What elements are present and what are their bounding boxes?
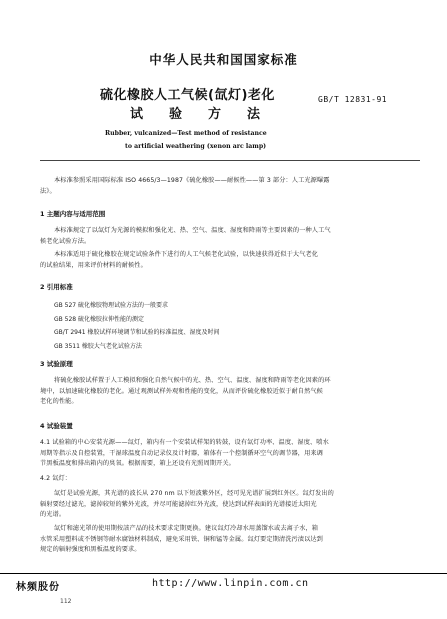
- section4-2-paragraph2: [40, 524, 323, 556]
- text-line: 本标准参照采用国际标准 ISO 4665/3—1987《硫化橡胶——耐候性——第 3 部分：人工光源曝露: [54, 177, 330, 184]
- text-line: 候老化试验方法。: [40, 237, 91, 245]
- header-divider: [40, 160, 420, 161]
- reference-item: GB 3511 橡胶大气老化试验方法: [54, 343, 142, 350]
- section1-heading: 1 主题内容与适用范围: [40, 210, 106, 218]
- section4-2-heading: [40, 474, 71, 485]
- text-line: 规定的辐射强度和黑板温度的要求。: [40, 546, 141, 553]
- text-line: 本标准规定了以氙灯为光源的模拟和强化光、热、空气、温度、湿度和降雨等主要因素的一种人工气: [54, 227, 331, 234]
- reference-item: GB 527 硫化橡胶物理试验方法的一般要求: [54, 302, 169, 309]
- text-line: 老化的性能。: [40, 398, 78, 405]
- text-line: 节黑板温度和排出箱内的臭氧。根据需要，箱上还设有光照周期开关。: [40, 460, 235, 467]
- text-line: 将硫化橡胶试样置于人工模拟和强化自然气候中的光、热、空气、温度、湿度和降雨等老化因素的环: [54, 377, 331, 384]
- reference-item: GB/T 2941 橡胶试样环境调节和试验的标准温度、湿度及时间: [54, 329, 220, 336]
- page-number: 112: [60, 598, 72, 605]
- text-line: 本标准适用于硫化橡胶在规定试验条件下进行的人工气候老化试验，以快速获得近似于大气老化: [54, 251, 319, 258]
- text-line: 的试验结果，用来评价材料的耐候性。: [40, 261, 147, 269]
- text-line: 氙灯和滤光罩的使用期按該产品的技术要求定期更换。建议氙灯冷却水用蒸馏水或去离子水，箱: [54, 525, 319, 532]
- text-line: 4.2 氙灯：: [40, 475, 72, 482]
- section4-heading: 4 试验装置: [40, 422, 73, 430]
- section3-heading: 3 试验原理: [40, 360, 73, 368]
- section4-1-paragraph: [40, 438, 329, 470]
- section1-paragraph2: [40, 250, 319, 271]
- text-line: 氙灯是试验光源，其光谱的波长从 270 nm 以下短波紫外区，经可见光谱扩展到红外区。氙灯发出的: [54, 490, 334, 497]
- footer-divider: [0, 573, 447, 574]
- text-line: 周期等指示及自控装置，干湿球温度自动记录仪及计时器，箱体有一个控制循环空气的调节器，用来调: [40, 449, 323, 457]
- footer-brand: 林频股份: [16, 582, 60, 593]
- document-title-line1: 硫化橡胶人工气候(氙灯)老化: [100, 88, 275, 103]
- section4-2-paragraph1: [40, 489, 334, 521]
- text-line: 境中，以加速硫化橡胶的老化。通过观测试样外观和性能的变化，从而评价硫化橡胶近似于耐自然气候: [40, 387, 323, 395]
- text-line: 4.1 试验箱的中心安装光源——氙灯，箱内有一个安装试样架的转鼓，设有氙灯功率、温度、湿度、喷水: [40, 439, 329, 446]
- text-line: 辐射要经过滤光，滤掉较短的紫外光波，并尽可能滤掉红外光波，使达到试样表面的光谱接近太阳光: [40, 500, 317, 508]
- intro-paragraph: [40, 176, 330, 197]
- section3-paragraph: [40, 376, 331, 408]
- document-title-line2: 试验方法: [130, 107, 287, 122]
- text-line: 的光谱。: [40, 511, 66, 518]
- standard-number: GB/T 12831-91: [318, 95, 388, 104]
- section1-paragraph1: [40, 226, 331, 247]
- section2-heading: 2 引用标准: [40, 283, 73, 291]
- text-line: 水管采用塑料或不锈钢等耐水腐蚀材料制成，避免采用铁、铜和锰等金属。氙灯要定期清洗污渍以达到: [40, 535, 323, 543]
- footer-url[interactable]: http://www.linpin.com.cn: [152, 578, 309, 589]
- reference-item: GB 528 硫化橡胶拉伸性能的测定: [54, 316, 145, 323]
- english-title-line2: to artificial weathering (xenon arc lamp): [125, 143, 267, 150]
- english-title-line1: Rubber, vulcanized—Test method of resistance: [105, 130, 267, 137]
- text-line: 法》。: [40, 187, 56, 195]
- national-standard-heading: 中华人民共和国国家标准: [149, 52, 298, 67]
